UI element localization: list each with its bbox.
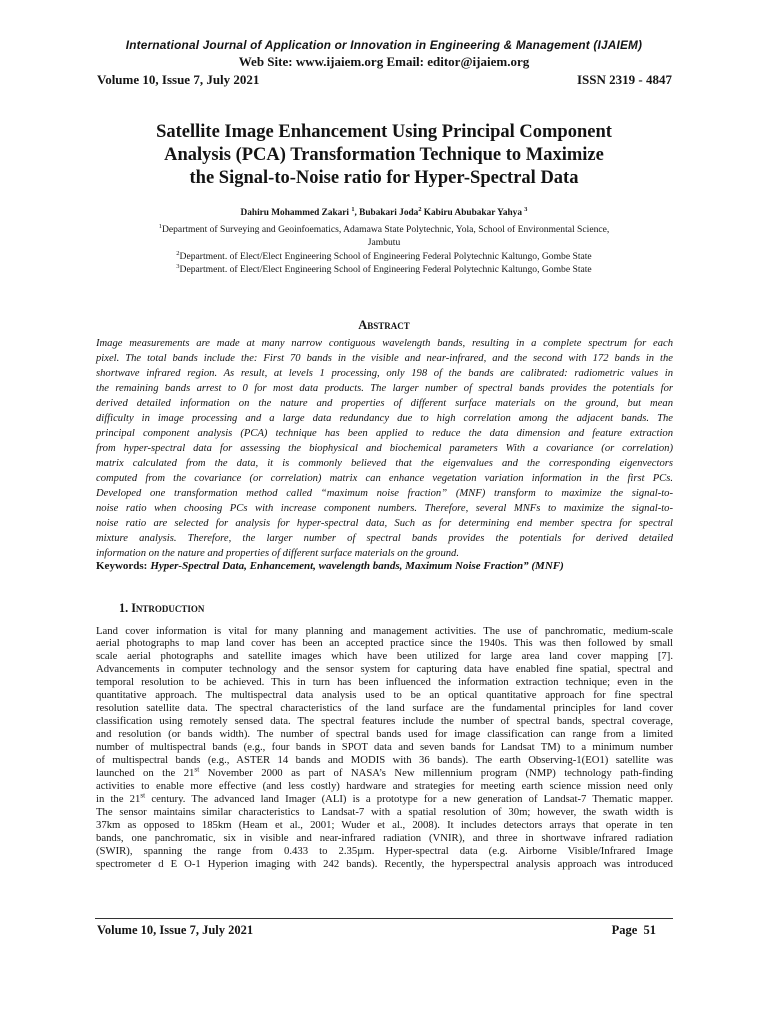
journal-website: Web Site: www.ijaiem.org Email: editor@ijaiem.org — [238, 54, 530, 69]
introduction-line: classification using remotely sensed data. The spectral features include the number of spectral bands, spectral coverage, — [96, 715, 673, 728]
superscript: 1 — [158, 222, 162, 230]
footer-divider — [95, 918, 673, 919]
superscript: 1 — [351, 205, 355, 213]
abstract-line: information on the nature and properties of different surface materials on the ground. — [96, 547, 460, 559]
abstract-line: Developed one transformation method called “maximum noise fraction” (MNF) transform to maximize the signal-to- — [96, 487, 673, 499]
introduction-line: aerial photographs to map land cover has been an accepted practice since the 1940s. This was then followed by small — [96, 637, 673, 650]
author-line: Dahiru Mohammed Zakari $^1$, Bubakari Joda$^2$ Kabiru Abubakar Yahya $^3$ — [240, 205, 528, 218]
title-line: Satellite Image Enhancement Using Principal Component — [156, 122, 612, 142]
abstract-line: the remaining bands arrest to 0 for most data products. The larger number of spectral bands provides the potentials for — [96, 382, 673, 394]
abstract-line: derived detailed information on the nature and properties of different surface materials on the ground, but mean — [96, 397, 673, 409]
introduction-line: spectrometer d E O-1 Hyperion imaging with 242 bands). Recently, the hyperspectral analysis approach was introduced — [96, 857, 673, 870]
keywords — [96, 559, 673, 573]
abstract-line: noise ratio when choosing PCs with increase component numbers. Therefore, several MNFs to maximize the signal-to- — [96, 502, 673, 514]
abstract-line: pixel. The total bands include the: First 70 bands in the visible and near-infrared, and the second with 172 bands in the — [96, 352, 673, 364]
introduction-line: Land cover information is vital for many planning and management activities. The use of panchromatic, medium-scale — [96, 624, 673, 637]
introduction-line: number of multispectral bands (e.g., four bands in SPOT data and seven bands for Landsat TM) to a minimum number — [96, 741, 673, 754]
abstract-line: principal component analysis (PCA) technique has been applied to reduce the data dimension and feature extraction — [96, 427, 673, 439]
abstract-line: shortwave infrared region. As result, at levels 1 processing, only 198 of the bands are calibrated: radiometric values in — [96, 367, 673, 379]
abstract-line: difficulty in image processing and a large data redundancy due to high correlation among the adjacent bands. The — [96, 412, 673, 424]
introduction-line: 37km as opposed to 185km (Heam et al., 2001; Wuder et al., 2008). It includes detectors arrays that operate in ten — [96, 818, 673, 831]
superscript: 2 — [418, 205, 422, 213]
superscript: st — [140, 791, 146, 800]
abstract-line: mixture analysis. Therefore, the larger number of spectral bands provides the potentials for derived detailed — [96, 532, 673, 544]
superscript: 3 — [524, 205, 528, 213]
title-line: Analysis (PCA) Transformation Technique to Maximize — [164, 144, 604, 165]
header-issn: ISSN 2319 - 4847 — [577, 72, 672, 87]
keywords-label: Keywords: — [96, 560, 148, 572]
introduction-line: resolution satellite data. The spectral characteristics of the land surface are the fundamental principles for land cover — [96, 702, 673, 715]
affiliation-line: $^1$Department of Surveying and Geoinfoematics, Adamawa State Polytechnic, Yola, School of Environmental Science, — [158, 222, 610, 235]
superscript: 2 — [176, 249, 180, 257]
introduction-line: temporal resolution to be achieved. This in turn has been influenced the information extraction technique; even in the — [96, 676, 673, 689]
introduction-line: in the 21st century. The advanced land Imager (ALI) is a prototype for a new generation of Landsat-7 Thematic mapper. — [96, 791, 673, 805]
affiliations — [0, 223, 768, 276]
introduction-line: quantitative approach. The multispectral data analysis used to be an optical quantitative approach for fine spectral — [96, 689, 673, 702]
introduction-line: of multispectral bands (e.g., ASTER 14 bands and MODIS with 36 bands). The earth Observing-1(EO1) satellite was — [96, 754, 673, 767]
abstract-line: noise ratio are selected for analysis for hyper-spectral data, Such as for determining end member spectra for spectral — [96, 517, 673, 529]
paper-title — [0, 121, 768, 189]
footer-volume: Volume 10, Issue 7, July 2021 — [97, 923, 254, 937]
header-volume: Volume 10, Issue 7, July 2021 — [97, 72, 260, 87]
introduction-heading: 1. Introduction — [119, 601, 205, 615]
introduction-line: Advancements in computer technology and the sensor system for capturing data have enabled fine spatial, spectral and — [96, 663, 673, 676]
keywords-text: Hyper-Spectral Data, Enhancement, wavelength bands, Maximum Noise Fraction” (MNF) — [150, 560, 564, 572]
affiliation-line: Jambutu — [367, 237, 401, 249]
author-list — [0, 206, 768, 220]
introduction-line: activities to enable more effective (and less costly) hardware and strategies for meeting earth science mission need only — [96, 779, 673, 792]
footer-page-number: Page 51 — [611, 923, 656, 937]
introduction-line: scale aerial photographs and satellite images which have been utilized for large area land cover mapping [7]. — [96, 650, 673, 663]
abstract-heading: Abstract — [358, 318, 410, 332]
introduction-line: (SWIR), spanning the range from 0.433 to 2.35µm. Hyper-spectral data (e.g. Airborne Visible/Infrared Image — [96, 844, 673, 857]
abstract-line: Image measurements are made at many narrow contiguous wavelength bands, resulting in a complete spectrum for each — [96, 337, 673, 349]
journal-name: International Journal of Application or Innovation in Engineering & Management (IJAIEM) — [125, 38, 643, 52]
abstract-line: matrix calculated from the data, it is commonly believed that the eigenvalues and the corresponding eigenvectors — [96, 457, 673, 469]
abstract-line: computed from the covariance (or correlation) matrix can enhance vegetation variation information in the first PCs. — [96, 472, 673, 484]
introduction-body — [96, 625, 673, 871]
superscript: 3 — [176, 262, 180, 270]
abstract-body — [96, 336, 673, 561]
affiliation-line: $^2$Department. of Elect/Elect Engineering School of Engineering Federal Polytechnic Kaltungo, Gombe State — [176, 249, 592, 262]
introduction-line: and resolution (or bands width). The number of spectral bands used for image classification can range from a limited — [96, 728, 673, 741]
title-line: the Signal-to-Noise ratio for Hyper-Spectral Data — [189, 167, 579, 188]
abstract-line: from hyper-spectral data for assessing the biophysical and biochemical parameters With a covariance (or correlation) — [96, 442, 673, 454]
superscript: st — [194, 765, 200, 774]
introduction-line: The sensor maintains similar characteristics to Landsat-7 with a spatial resolution of 30m; however, the swath width is — [96, 805, 673, 818]
introduction-line: launched on the 21st November 2000 as part of NASA’s New millennium program (NMP) technology path-finding — [96, 765, 673, 779]
header-volume-row — [97, 72, 672, 88]
affiliation-line: $^3$Department. of Elect/Elect Engineering School of Engineering Federal Polytechnic Kaltungo, Gombe State — [176, 262, 592, 275]
introduction-line: bands, one panchromatic, six in visible and near-infrared radiation (VNIR), and three in shortwave infrared radiation — [96, 831, 673, 844]
